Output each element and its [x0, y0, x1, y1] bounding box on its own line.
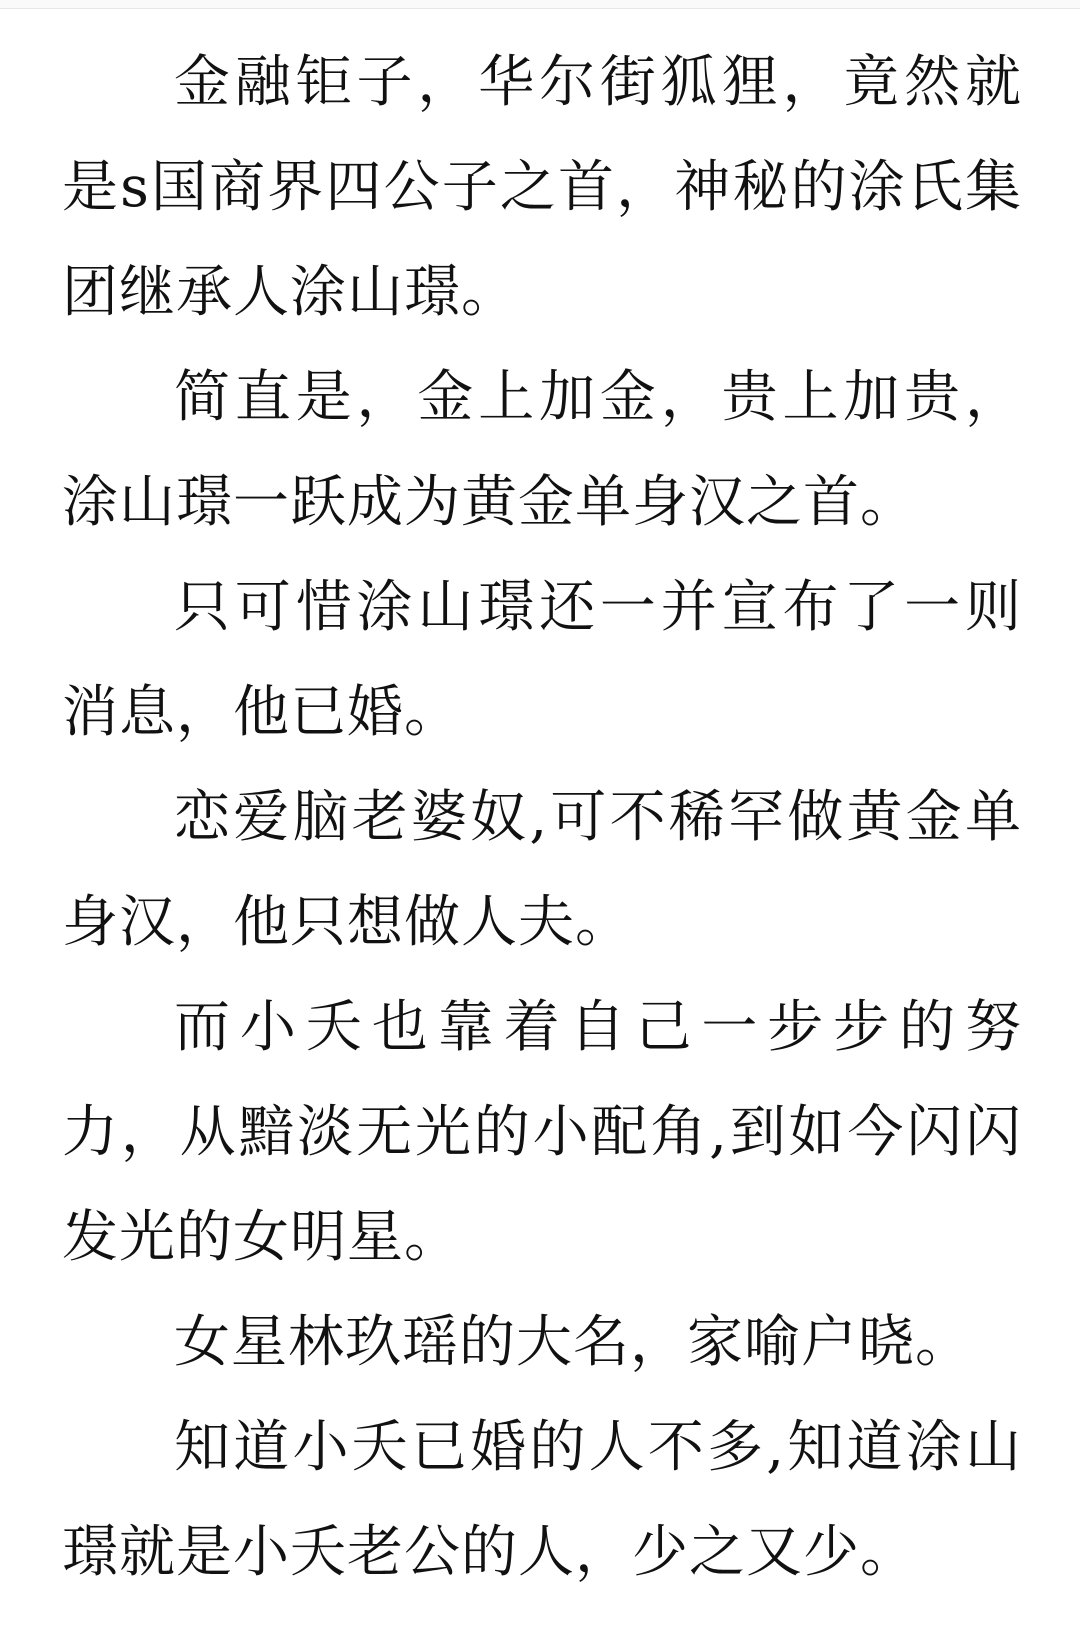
paragraph: 恋爱脑老婆奴,可不稀罕做黄金单身汉，他只想做人夫。 [62, 785, 1022, 955]
paragraph: 知道小夭已婚的人不多,知道涂山璟就是小夭老公的人，少之又少。 [62, 1415, 1022, 1585]
paragraph: 女星林玖瑶的大名，家喻户晓。 [174, 1310, 972, 1375]
paragraph: 只可惜涂山璟还一并宣布了一则消息，他已婚。 [62, 575, 1022, 745]
article-body [62, 30, 1022, 1605]
paragraph: 而小夭也靠着自己一步步的努力，从黯淡无光的小配角,到如今闪闪发光的女明星。 [62, 995, 1022, 1270]
top-divider [0, 0, 1080, 9]
paragraph: 简直是，金上加金，贵上加贵，涂山璟一跃成为黄金单身汉之首。 [62, 365, 1022, 535]
paragraph: 金融钜子，华尔街狐狸，竟然就是s国商界四公子之首，神秘的涂氏集团继承人涂山璟。 [62, 50, 1022, 325]
